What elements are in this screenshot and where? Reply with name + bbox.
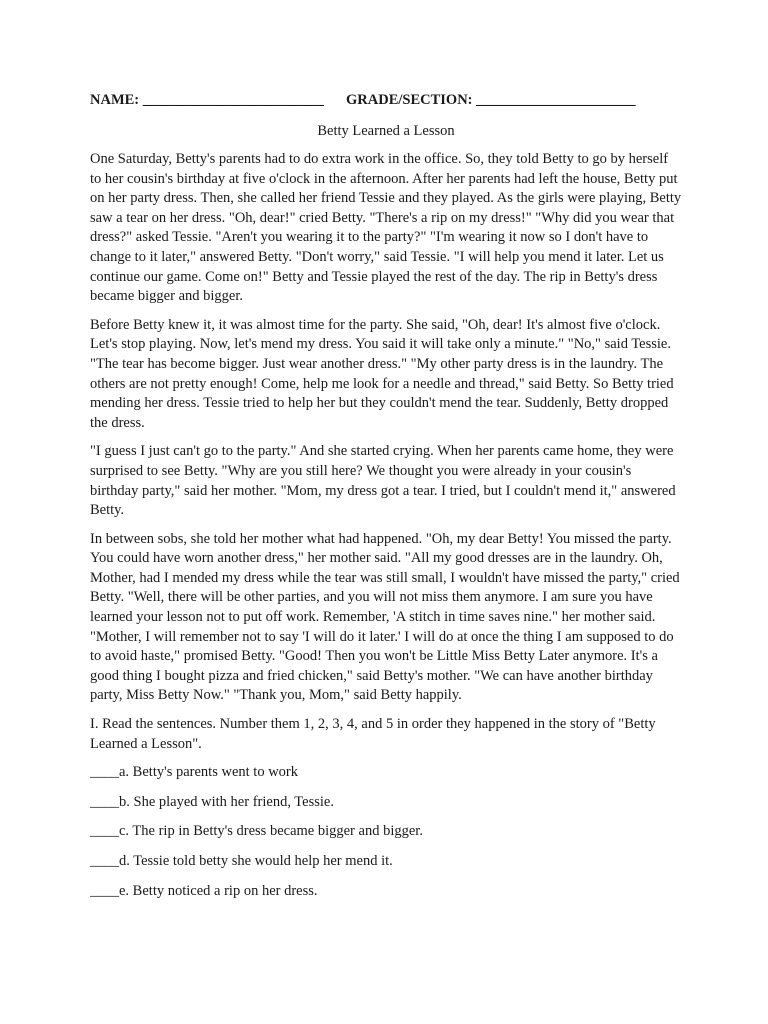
grade-section-field-label: GRADE/SECTION: ______________________ (346, 92, 636, 108)
sequence-item-c: ____c. The rip in Betty's dress became bigger and bigger. (90, 823, 423, 840)
story-paragraph-4: In between sobs, she told her mother what had happened. "Oh, my dear Betty! You missed the party. You could have worn another dress," her mother said. "All my good dresses are in the laundry. Oh, Mother, had I mended my dress while the tear was still small, I wouldn't have missed the party," cried Betty. "Well, there will be other parties, and you will not miss them anymore. I am sure you have learned your lesson not to put off work. Remember, 'A stitch in time saves nine." her mother said. "Mother, I will remember not to say 'I will do it later.' I will do at once the thing I am supposed to do to avoid haste," promised Betty. "Good! Then you won't be Little Miss Betty Later anymore. It's a good thing I bought pizza and fried chicken," said Betty's mother. "We can have another birthday party, Miss Betty Now." "Thank you, Mom," said Betty happily. (90, 530, 680, 704)
story-paragraph-2: Before Betty knew it, it was almost time for the party. She said, "Oh, dear! It's almost five o'clock. Let's stop playing. Now, let's mend my dress. You said it will take only a minute." "No," said Tessie. "The tear has become bigger. Just wear another dress." "My other party dress is in the laundry. The others are not pretty enough! Come, help me look for a needle and thread," said Betty. So Betty tried mending her dress. Tessie tried to help her but they couldn't mend the tear. Suddenly, Betty dropped the dress. (90, 316, 674, 431)
story-title: Betty Learned a Lesson (317, 123, 455, 139)
name-field-label: NAME: _________________________ (90, 92, 325, 108)
sequence-item-e: ____e. Betty noticed a rip on her dress. (90, 882, 318, 899)
sequence-item-a: ____a. Betty's parents went to work (90, 764, 298, 781)
exercise-instructions: I. Read the sentences. Number them 1, 2, 3, 4, and 5 in order they happened in the story of "Betty Learned a Lesson". (90, 716, 656, 752)
story-paragraph-3: "I guess I just can't go to the party." And she started crying. When her parents came home, they were surprised to see Betty. "Why are you still here? We thought you were already in your cousin's birthday party," said her mother. "Mom, my dress got a tear. I tried, but I couldn't mend it," answered Betty. (90, 443, 676, 519)
sequence-item-d: ____d. Tessie told betty she would help her mend it. (90, 853, 393, 869)
story-paragraph-1: One Saturday, Betty's parents had to do extra work in the office. So, they told Betty to go by herself to her cousin's birthday at five o'clock in the afternoon. After her parents had left the house, Betty put on her party dress. Then, she called her friend Tessie and they played. As the girls were playing, Betty saw a tear on her dress. "Oh, dear!" cried Betty. "There's a rip on my dress!" "Why did you wear that dress?" asked Tessie. "Aren't you wearing it to the party?" "I'm wearing it now so I don't have to change to it later," answered Betty. "Don't worry," said Tessie. "I will help you mend it later. Let us continue our game. Come on!" Betty and Tessie played the rest of the day. The rip in Betty's dress became bigger and bigger. (90, 151, 682, 305)
worksheet-header (90, 92, 682, 114)
worksheet (90, 92, 682, 911)
sequence-item-b: ____b. She played with her friend, Tessie. (90, 793, 334, 810)
